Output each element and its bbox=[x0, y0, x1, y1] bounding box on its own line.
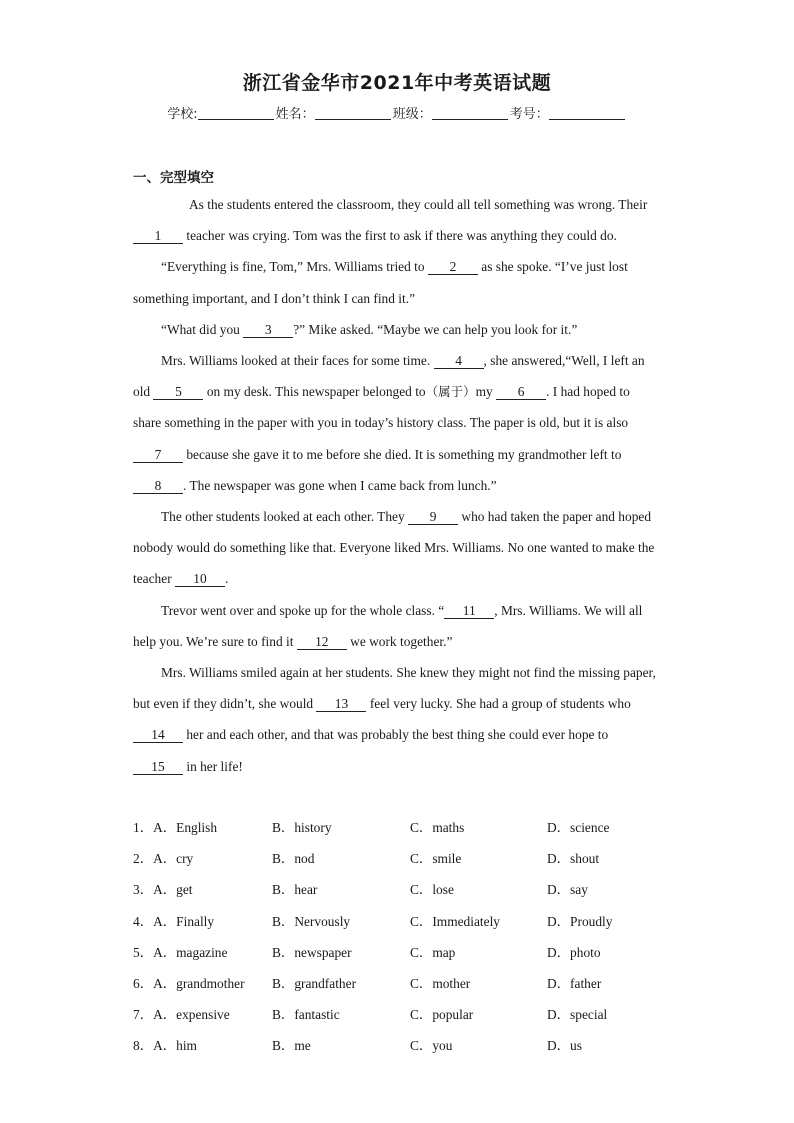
paragraph-3: “What did you 3 ?” Mike asked. “Maybe we can help you look for it.” bbox=[161, 321, 578, 337]
paragraph-7: Mrs. Williams smiled again at her students. She knew they might not find the missing paper, but even if they didn’t, she would 13 feel very lucky. She had a group of students who 14 her and each other, and that was probably the best thing she could ever hope to 15 in her life! bbox=[133, 665, 656, 774]
name-blank[interactable] bbox=[315, 106, 391, 120]
option-b: B．newspaper bbox=[272, 944, 352, 960]
option-d: D．photo bbox=[547, 944, 601, 960]
blank-4: 4 bbox=[434, 353, 484, 369]
option-d: D．father bbox=[547, 975, 602, 991]
option-d: D．say bbox=[547, 882, 588, 898]
blank-3: 3 bbox=[243, 322, 293, 338]
option-c: C．you bbox=[410, 1038, 453, 1054]
option-d: D．special bbox=[547, 1007, 608, 1023]
option-a: 8．A．him bbox=[133, 1038, 197, 1054]
option-b: B．nod bbox=[272, 851, 315, 867]
chinese-gloss: （属于） bbox=[425, 384, 476, 400]
option-d: D．shout bbox=[547, 851, 600, 867]
school-label: 学校: bbox=[167, 107, 198, 122]
option-a: 1．A．English bbox=[133, 820, 218, 835]
option-b: B．hear bbox=[272, 882, 318, 898]
question-row bbox=[133, 968, 693, 999]
option-a: 2．A．cry bbox=[133, 851, 194, 867]
option-a: 4．A．Finally bbox=[133, 913, 215, 929]
blank-11: 11 bbox=[444, 603, 494, 619]
option-d: D．Proudly bbox=[547, 913, 613, 929]
paragraph-6: Trevor went over and spoke up for the whole class. “ 11 , Mrs. Williams. We will all help you. We’re sure to find it 12 we work together.” bbox=[133, 602, 643, 649]
school-blank[interactable] bbox=[198, 106, 274, 120]
blank-12: 12 bbox=[297, 634, 347, 650]
blank-13: 13 bbox=[316, 696, 366, 712]
question-row bbox=[133, 937, 693, 968]
cloze-passage bbox=[133, 189, 661, 782]
blank-14: 14 bbox=[133, 727, 183, 743]
option-b: B．grandfather bbox=[272, 975, 357, 991]
question-row bbox=[133, 999, 693, 1030]
option-c: C．maths bbox=[410, 820, 465, 835]
name-label: 姓名： bbox=[275, 107, 315, 122]
option-a: 6．A．grandmother bbox=[133, 975, 245, 991]
option-c: C．smile bbox=[410, 851, 462, 867]
option-d: D．science bbox=[547, 820, 610, 835]
question-row bbox=[133, 843, 693, 874]
paragraph-1: As the students entered the classroom, they could all tell something was wrong. Their 1 teacher was crying. Tom was the first to ask if there was anything they could do. bbox=[133, 189, 661, 251]
option-a: 3．A．get bbox=[133, 882, 193, 898]
class-label: 班级： bbox=[392, 107, 432, 122]
option-d: D．us bbox=[547, 1038, 582, 1054]
question-row bbox=[133, 812, 693, 843]
option-b: B．history bbox=[272, 820, 332, 835]
option-c: C．map bbox=[410, 944, 456, 960]
section-title: 一、完型填空 bbox=[133, 170, 214, 186]
blank-8: 8 bbox=[133, 478, 183, 494]
blank-1: 1 bbox=[133, 228, 183, 244]
paragraph-2: “Everything is fine, Tom,” Mrs. Williams tried to 2 as she spoke. “I’ve just lost something important, and I don’t think I can find it.” bbox=[133, 259, 628, 306]
option-c: C．mother bbox=[410, 975, 471, 991]
blank-5: 5 bbox=[153, 384, 203, 400]
option-b: B．Nervously bbox=[272, 913, 351, 929]
question-row bbox=[133, 906, 693, 937]
question-row bbox=[133, 874, 693, 905]
option-b: B．me bbox=[272, 1038, 311, 1054]
option-b: B．fantastic bbox=[272, 1007, 340, 1023]
exam-title: 浙江省金华市2021年中考英语试题 bbox=[242, 72, 552, 94]
class-blank[interactable] bbox=[432, 106, 508, 120]
question-row bbox=[133, 1030, 693, 1061]
blank-10: 10 bbox=[175, 571, 225, 587]
blank-6: 6 bbox=[496, 384, 546, 400]
blank-9: 9 bbox=[408, 509, 458, 525]
option-c: C．popular bbox=[410, 1007, 474, 1023]
paragraph-4: Mrs. Williams looked at their faces for some time. 4 , she answered,“Well, I left an old 5 on my desk. This newspaper belonged to（属于）my 6 . I had hoped to share something in the paper with you in today’s history class. The paper is old, but it is also 7 because she gave it to me before she died. It is something my grandmother left to 8 . The newspaper was gone when I came back from lunch.” bbox=[133, 353, 645, 493]
option-c: C．Immediately bbox=[410, 913, 500, 929]
paragraph-5: The other students looked at each other. They 9 who had taken the paper and hoped nobody would do something like that. Everyone liked Mrs. Williams. No one wanted to make the teacher 10 . bbox=[133, 509, 655, 587]
exam-number-label: 考号： bbox=[509, 107, 549, 122]
blank-15: 15 bbox=[133, 759, 183, 775]
answer-options bbox=[133, 812, 693, 1062]
option-c: C．lose bbox=[410, 882, 454, 898]
exam-number-blank[interactable] bbox=[549, 106, 625, 120]
option-a: 7．A．expensive bbox=[133, 1007, 230, 1023]
blank-2: 2 bbox=[428, 259, 478, 275]
option-a: 5．A．magazine bbox=[133, 944, 228, 960]
student-info-line bbox=[0, 103, 794, 122]
blank-7: 7 bbox=[133, 447, 183, 463]
